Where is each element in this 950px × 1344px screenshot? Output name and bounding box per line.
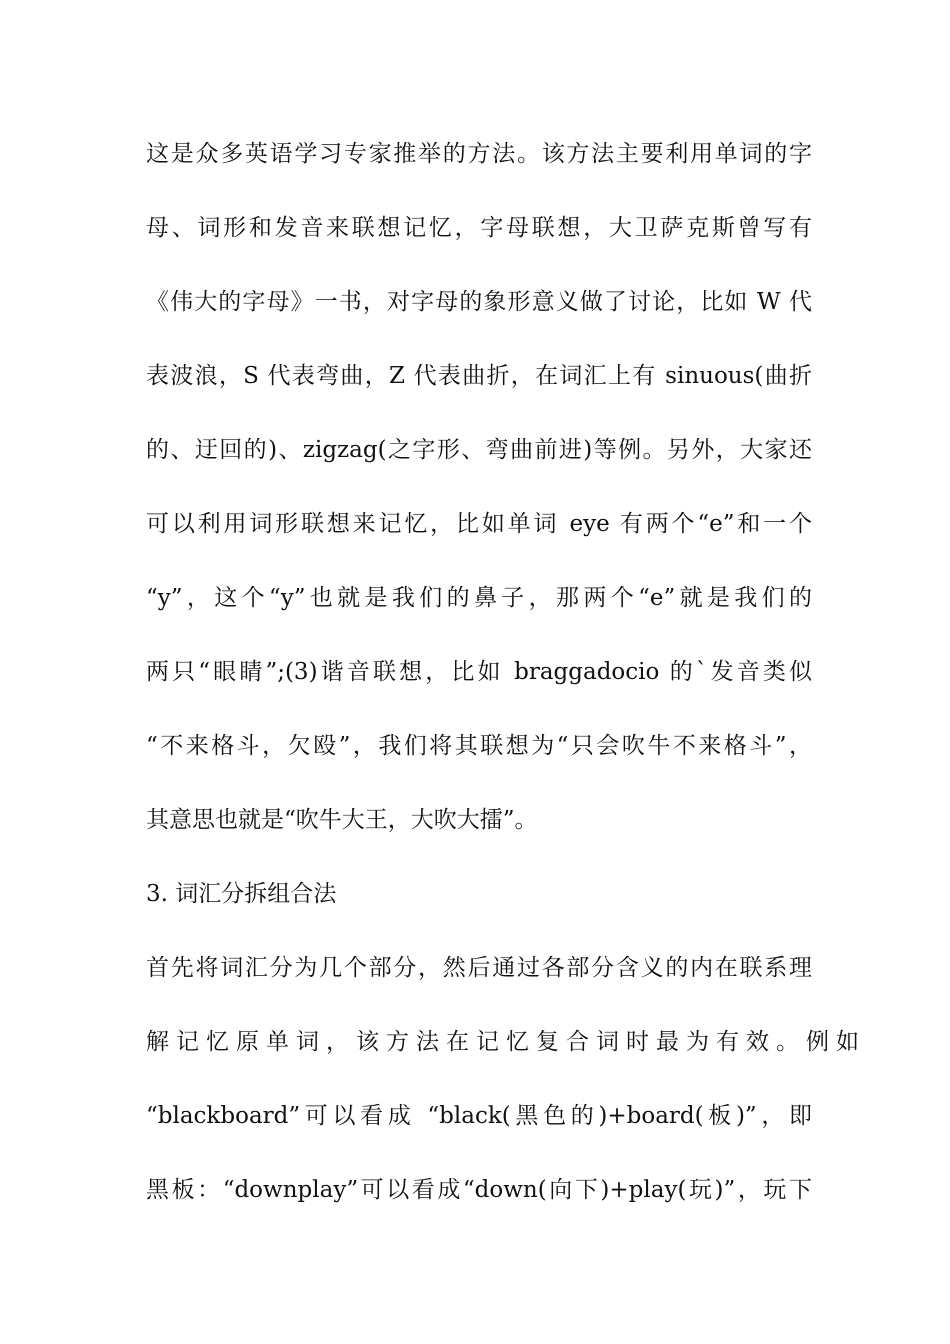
paragraph-line-8: 两只“眼睛”;(3)谐音联想，比如 braggadocio 的`发音类似 — [146, 659, 812, 685]
paragraph-line-10: 其意思也就是“吹牛大王，大吹大擂”。 — [146, 807, 538, 833]
paragraph-line-3: 《伟大的字母》一书，对字母的象形意义做了讨论，比如 W 代 — [146, 289, 812, 315]
document-body — [146, 130, 866, 1240]
paragraph-line-6: 可以利用词形联想来记忆，比如单词 eye 有两个“e”和一个 — [146, 511, 812, 537]
paragraph-line-2: 母、词形和发音来联想记忆，字母联想，大卫萨克斯曾写有 — [146, 215, 812, 241]
paragraph-line-9: “不来格斗，欠殴”，我们将其联想为“只会吹牛不来格斗”， — [146, 733, 812, 759]
paragraph-line-5: 的、迂回的)、zigzag(之字形、弯曲前进)等例。另外，大家还 — [146, 437, 812, 463]
paragraph-line-13: “blackboard”可以看成 “black(黑色的)+board(板)”，即 — [146, 1103, 812, 1129]
paragraph-line-4: 表波浪，S 代表弯曲，Z 代表曲折，在词汇上有 sinuous(曲折 — [146, 363, 812, 389]
paragraph-line-12: 解记忆原单词，该方法在记忆复合词时最为有效。例如 — [146, 1029, 866, 1055]
paragraph-line-11: 首先将词汇分为几个部分，然后通过各部分含义的内在联系理 — [146, 955, 812, 981]
section-heading: 3. 词汇分拆组合法 — [146, 881, 337, 907]
paragraph-line-14: 黑板：“downplay”可以看成“down(向下)+play(玩)”，玩下 — [146, 1177, 812, 1203]
paragraph-line-1: 这是众多英语学习专家推举的方法。该方法主要利用单词的字 — [146, 141, 812, 167]
paragraph-line-7: “y”，这个“y”也就是我们的鼻子，那两个“e”就是我们的 — [146, 585, 812, 611]
